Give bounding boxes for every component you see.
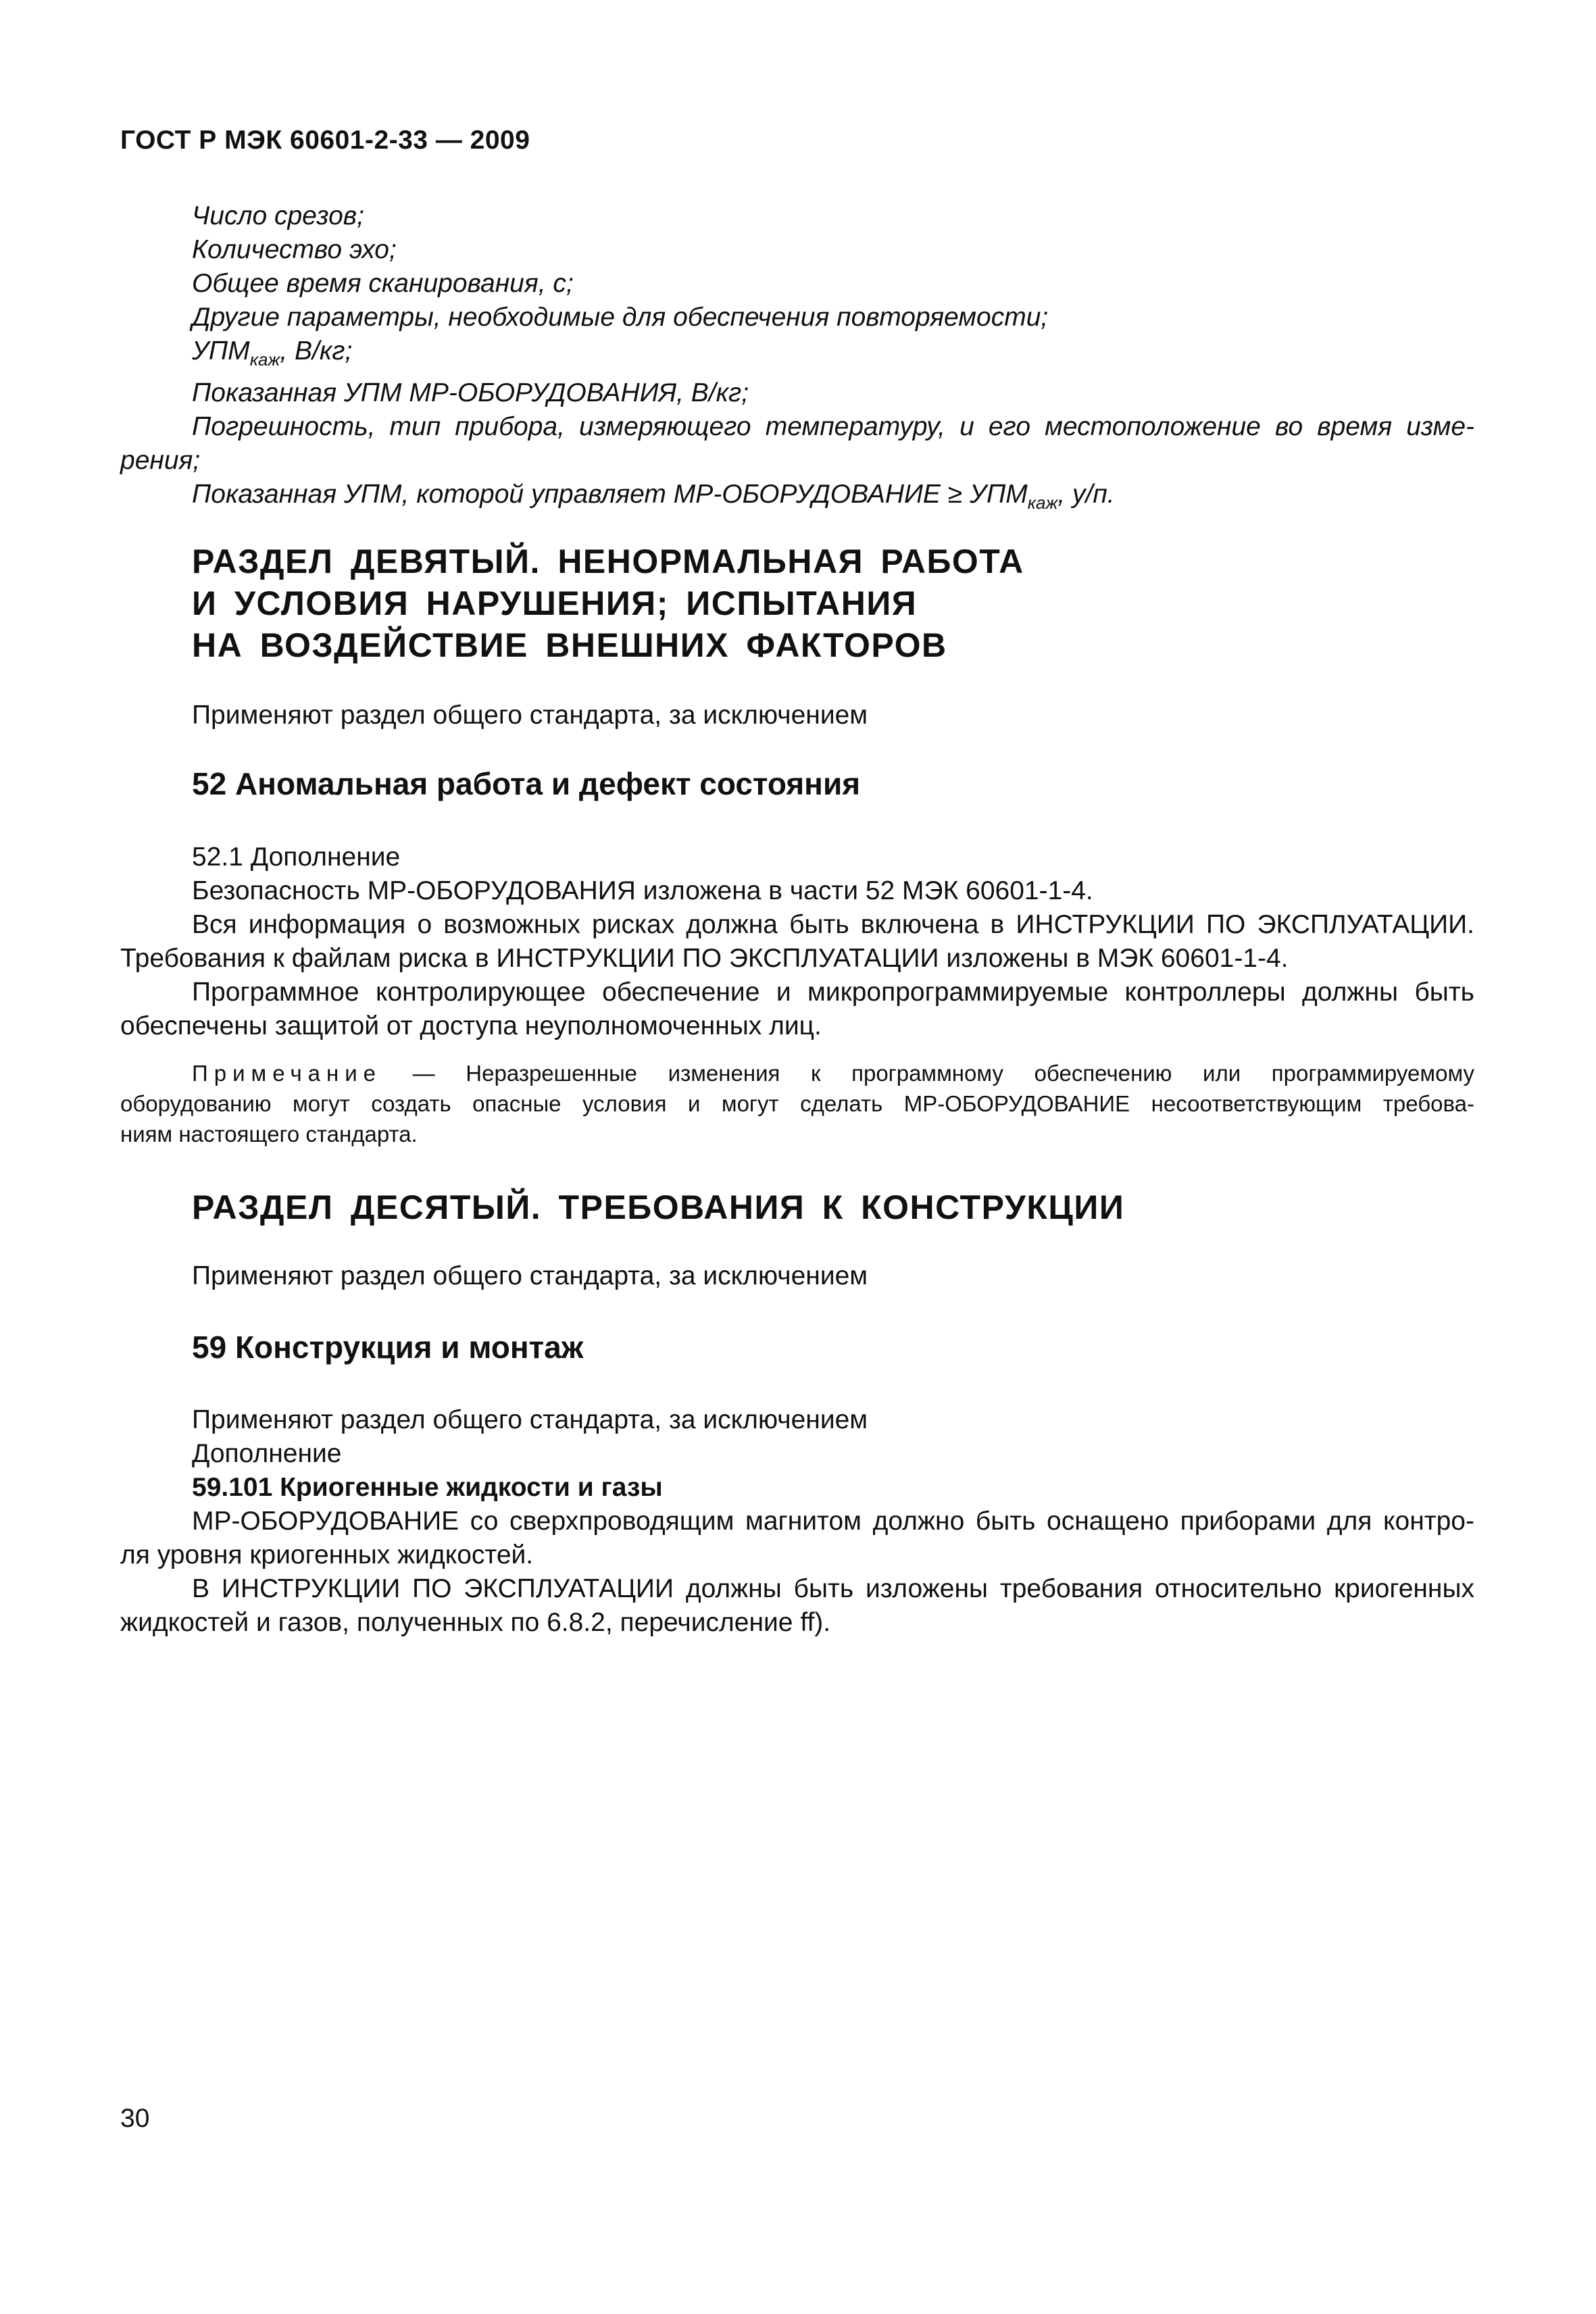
list-item: Общее время сканирования, с; <box>192 269 574 298</box>
section-10-intro <box>120 1259 1474 1293</box>
subclause-title: 59.101 Криогенные жидкости и газы <box>192 1473 663 1502</box>
list-item: Другие параметры, необходимые для обеспечения повторяемости; <box>192 303 1049 332</box>
sar-unit: , В/кг; <box>280 336 353 366</box>
page-number: 30 <box>120 2104 150 2133</box>
list-item: Количество эхо; <box>192 235 397 264</box>
paragraph-continuation: ля уровня криогенных жидкостей. <box>120 1540 534 1569</box>
list-item <box>120 334 1474 376</box>
note-line: ниям настоящего стандарта. <box>120 1122 418 1147</box>
section-9-title-line1: РАЗДЕЛ ДЕВЯТЫЙ. НЕНОРМАЛЬНАЯ РАБОТА <box>192 543 1024 580</box>
section-9-title-line3: НА ВОЗДЕЙСТВИЕ ВНЕШНИХ ФАКТОРОВ <box>192 626 947 664</box>
sar-subscript: каж <box>1027 493 1058 513</box>
note-line: оборудованию могут создать опасные условия и могут сделать МР-ОБОРУДОВАНИЕ несоответствующим требова- <box>120 1091 1474 1116</box>
clause-52-note <box>120 1058 1474 1149</box>
paragraph-continuation: Требования к файлам риска в ИНСТРУКЦИИ ПО ЭКСПЛУАТАЦИИ изложены в МЭК 60601-1-4. <box>120 944 1289 973</box>
section-9-heading <box>192 540 1024 666</box>
list-item: Погрешность, тип прибора, измеряющего температуру, и его местоположение во время изме- <box>192 412 1474 441</box>
paragraph: Дополнение <box>192 1439 342 1468</box>
clause-59-body <box>120 1403 1474 1640</box>
section-9-intro <box>120 699 1474 732</box>
list-item: Число срезов; <box>192 201 364 230</box>
paragraph: МР-ОБОРУДОВАНИЕ со сверхпроводящим магнитом должно быть оснащено приборами для контро- <box>192 1507 1474 1536</box>
clause-52-body <box>120 840 1474 1043</box>
clause-59-title: 59 Конструкция и монтаж <box>192 1330 584 1365</box>
sar-subscript: каж <box>249 349 280 370</box>
paragraph-continuation: обеспечены защитой от доступа неуполномоченных лиц. <box>120 1011 822 1040</box>
parameter-list <box>120 199 1474 520</box>
paragraph: Применяют раздел общего стандарта, за исключением <box>192 1405 868 1434</box>
document-header: ГОСТ Р МЭК 60601-2-33 — 2009 <box>120 126 530 155</box>
paragraph: Безопасность МР-ОБОРУДОВАНИЯ изложена в части 52 МЭК 60601-1-4. <box>192 876 1093 905</box>
note-line <box>120 1058 1474 1088</box>
section-10-apply-text: Применяют раздел общего стандарта, за исключением <box>192 1261 868 1290</box>
paragraph-continuation: жидкостей и газов, полученных по 6.8.2, перечисление ff). <box>120 1608 831 1637</box>
paragraph: В ИНСТРУКЦИИ ПО ЭКСПЛУАТАЦИИ должны быть изложены требования относительно криогенных <box>192 1574 1474 1603</box>
section-10-heading: РАЗДЕЛ ДЕСЯТЫЙ. ТРЕБОВАНИЯ К КОНСТРУКЦИИ <box>192 1188 1125 1226</box>
sar-label: УПМ <box>192 336 250 366</box>
controlled-sar-tail: , у/п. <box>1057 480 1115 509</box>
section-9-title-line2: И УСЛОВИЯ НАРУШЕНИЯ; ИСПЫТАНИЯ <box>192 584 918 622</box>
paragraph: Вся информация о возможных рисках должна быть включена в ИНСТРУКЦИИ ПО ЭКСПЛУАТАЦИИ. <box>192 910 1474 939</box>
controlled-sar-label: Показанная УПМ, которой управляет МР-ОБОРУДОВАНИЕ ≥ УПМ <box>192 480 1028 509</box>
paragraph: Программное контролирующее обеспечение и микропрограммируемые контроллеры должны быть <box>192 978 1474 1007</box>
list-item: Показанная УПМ МР-ОБОРУДОВАНИЯ, В/кг; <box>192 378 749 407</box>
note-label: Примечание <box>192 1061 382 1086</box>
paragraph: 52.1 Дополнение <box>192 842 401 872</box>
list-item-continuation: рения; <box>120 446 201 475</box>
list-item <box>120 478 1474 520</box>
clause-52-title: 52 Аномальная работа и дефект состояния <box>192 766 861 801</box>
note-text: — Неразрешенные изменения к программному обеспечению или программируемому <box>382 1061 1474 1086</box>
section-9-apply-text: Применяют раздел общего стандарта, за исключением <box>192 701 868 730</box>
